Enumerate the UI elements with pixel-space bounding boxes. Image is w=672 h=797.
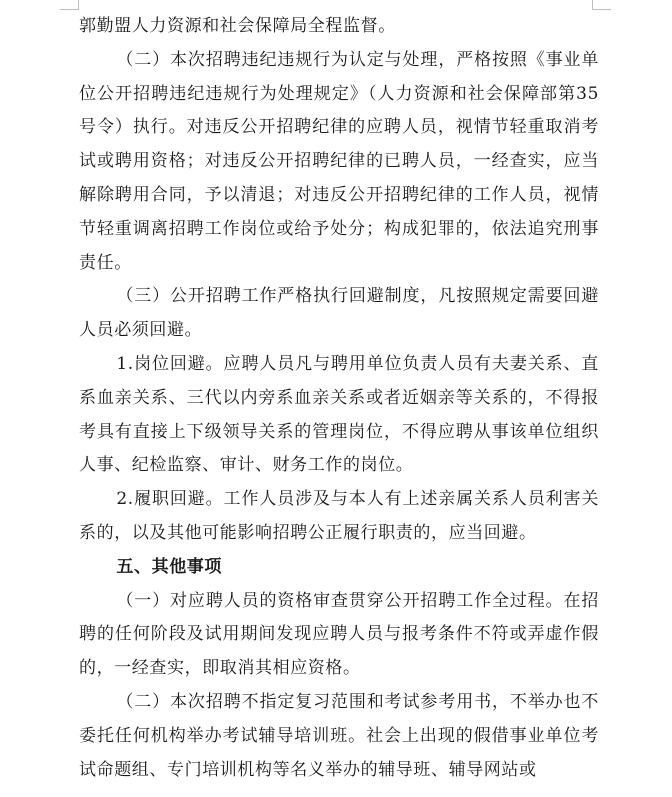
paragraph-position-recusal: 1.岗位回避。应聘人员凡与聘用单位负责人员有夫妻关系、直系血亲关系、三代以内旁系血亲关系或者近姻亲等关系的，不得报考具有直接上下级领导关系的管理岗位，不得应聘从事该单位组织人事、纪检监察、审计、财务工作的岗位。 <box>79 353 599 476</box>
margin-corner-mark-right <box>592 0 611 10</box>
section-heading-other-matters: 五、其他事项 <box>116 556 222 577</box>
paragraph-no-review-materials: （二）本次招聘不指定复习范围和考试参考用书，不举办也不委托任何机构举办考试辅导培训班。社会上出现的假借事业单位考试命题组、专门培训机构等名义举办的辅导班、辅导网站或 <box>79 691 599 780</box>
paragraph-recusal-system: （三）公开招聘工作严格执行回避制度，凡按照规定需要回避人员必须回避。 <box>79 286 599 341</box>
paragraph-violation-handling: （二）本次招聘违纪违规行为认定与处理，严格按照《事业单位公开招聘违纪违规行为处理规定》（人力资源和社会保障部第35号令）执行。对违反公开招聘纪律的应聘人员，视情节轻重取消考试或聘用资格；对违反公开招聘纪律的已聘人员，一经查实，应当解除聘用合同，予以清退；对违反公开招聘纪律的工作人员，视情节轻重调离招聘工作岗位或给予处分；构成犯罪的，依法追究刑事责任。 <box>79 49 599 273</box>
document-body <box>79 10 599 787</box>
paragraph-qualification-review: （一）对应聘人员的资格审查贯穿公开招聘工作全过程。在招聘的任何阶段及试用期间发现应聘人员与报考条件不符或弄虚作假的，一经查实，即取消其相应资格。 <box>79 590 599 679</box>
margin-corner-mark-left <box>60 0 79 10</box>
paragraph-duty-recusal: 2.履职回避。工作人员涉及与本人有上述亲属关系人员利害关系的，以及其他可能影响招聘公正履行职责的，应当回避。 <box>79 489 599 543</box>
paragraph-continuation: 郭勤盟人力资源和社会保障局全程监督。 <box>79 16 396 36</box>
